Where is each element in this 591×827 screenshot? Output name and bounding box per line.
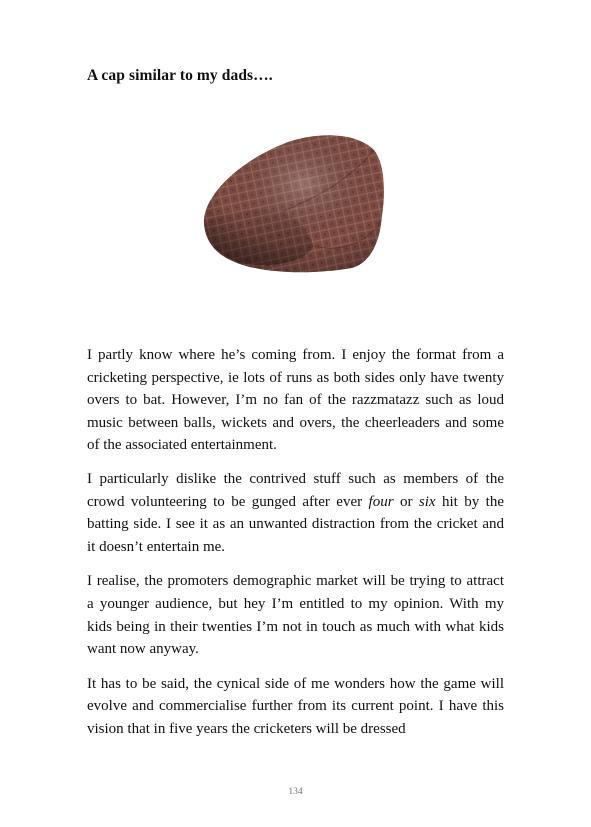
paragraph: I partly know where he’s coming from. I enjoy the format from a cricketing perspective, ie lots of runs as both sides only have twenty overs to bat. However, I’m no fan of the razzmatazz such as loud music between balls, wickets and overs, the cheerleaders and some of the associated entertainment. xyxy=(87,347,504,454)
body-text xyxy=(87,344,504,753)
emphasis-six: six xyxy=(418,493,436,510)
emphasis-four: four xyxy=(368,493,394,510)
paragraph: It has to be said, the cynical side of me wonders how the game will evolve and commercialise further from its current point. I have this vision that in five years the cricketers will be dressed xyxy=(87,675,504,737)
page-number: 134 xyxy=(288,787,303,797)
paragraph: I particularly dislike the contrived stuff such as members of the crowd volunteering to be gunged after ever four or six hit by the batting side. I see it as an unwanted distraction from the cricket and it doesn’t entertain me. xyxy=(87,470,504,555)
flat-cap-image xyxy=(196,128,388,278)
section-heading: A cap similar to my dads…. xyxy=(87,67,273,84)
paragraph: I realise, the promoters demographic market will be trying to attract a younger audience, but hey I’m entitled to my opinion. With my kids being in their twenties I’m not in touch as much with what kids want now anyway. xyxy=(87,573,504,658)
